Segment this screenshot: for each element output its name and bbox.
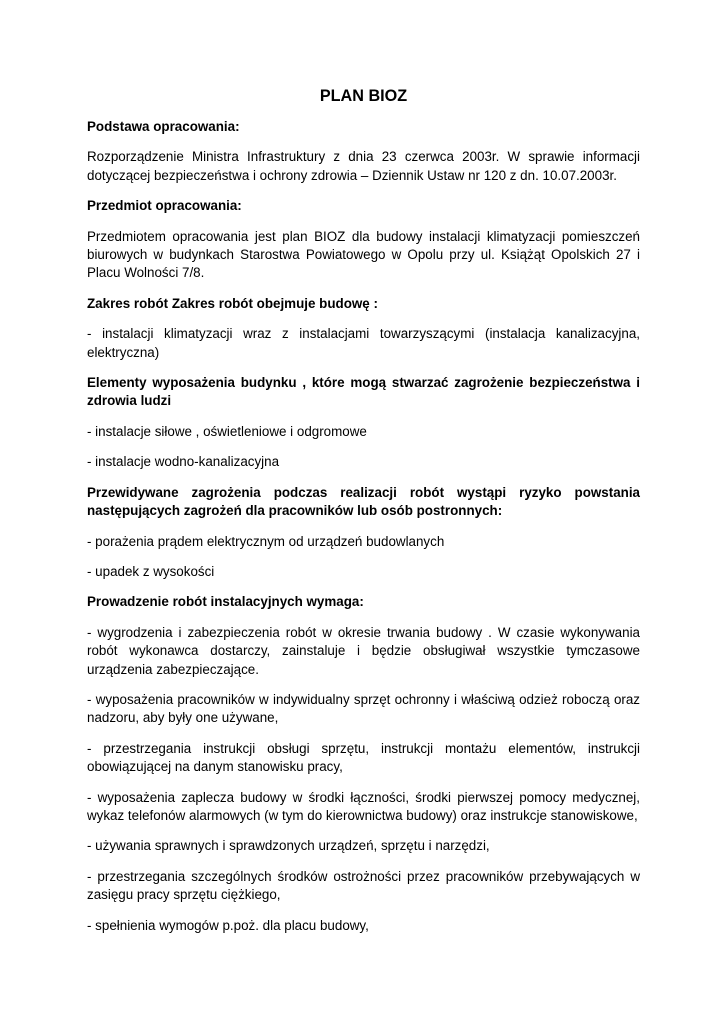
list-item-requirement: - wyposażenia zaplecza budowy w środki łączności, środki pierwszej pomocy medycznej, wykaz telefonów alarmowych (w tym do kierownictwa budowy) oraz instrukcje stanowiskowe, bbox=[87, 789, 640, 823]
list-item-hazard: - porażenia prądem elektrycznym od urządzeń budowlanych bbox=[87, 533, 445, 549]
list-item-requirement: - spełnienia wymogów p.poż. dla placu budowy, bbox=[87, 917, 369, 933]
list-item-equipment: - instalacje wodno-kanalizacyjna bbox=[87, 454, 280, 470]
section-heading-basis: Podstawa opracowania: bbox=[87, 119, 240, 134]
section-heading-requirements: Prowadzenie robót instalacyjnych wymaga: bbox=[87, 594, 364, 610]
paragraph-subject: Przedmiotem opracowania jest plan BIOZ dla budowy instalacji klimatyzacji pomieszczeń biurowych w budynkach Starostwa Powiatowego w Opolu przy ul. Książąt Opolskich 27 i Placu Wolności 7/8. bbox=[87, 228, 640, 281]
list-item-scope: - instalacji klimatyzacji wraz z instalacjami towarzyszącymi (instalacja kanalizacyjna, elektryczna) bbox=[87, 326, 640, 360]
section-heading-equipment: Elementy wyposażenia budynku , które mogą stwarzać zagrożenie bezpieczeństwa i zdrowia ludzi bbox=[87, 375, 640, 409]
list-item-requirement: - wyposażenia pracowników w indywidualny sprzęt ochronny i właściwą odzież roboczą oraz nadzoru, aby były one używane, bbox=[87, 691, 640, 726]
list-item-requirement: - przestrzegania szczególnych środków ostrożności przez pracowników przebywających w zasięgu pracy sprzętu ciężkiego, bbox=[87, 868, 640, 903]
section-heading-hazards: Przewidywane zagrożenia podczas realizacji robót wystąpi ryzyko powstania następujących zagrożeń dla pracowników lub osób postronnych: bbox=[87, 484, 640, 519]
list-item-requirement: - wygrodzenia i zabezpieczenia robót w okresie trwania budowy . W czasie wykonywania robót wykonawca dostarczy, zainstaluje i będzie obsługiwał wszystkie tymczasowe urządzenia zabezpieczające. bbox=[87, 624, 640, 677]
section-heading-subject: Przedmiot opracowania: bbox=[87, 198, 242, 214]
list-item-equipment: - instalacje siłowe , oświetleniowe i odgromowe bbox=[87, 423, 367, 439]
document-title: PLAN BIOZ bbox=[319, 87, 408, 105]
paragraph-regulation: Rozporządzenie Ministra Infrastruktury z dnia 23 czerwca 2003r. W sprawie informacji dotyczącej bezpieczeństwa i ochrony zdrowia – Dziennik Ustaw nr 120 z dn. 10.07.2003r. bbox=[87, 149, 640, 183]
document-page bbox=[87, 86, 640, 947]
section-heading-scope: Zakres robót Zakres robót obejmuje budowę : bbox=[87, 295, 378, 311]
list-item-hazard: - upadek z wysokości bbox=[87, 563, 215, 579]
list-item-requirement: - przestrzegania instrukcji obsługi sprzętu, instrukcji montażu elementów, instrukcji obowiązującej na danym stanowisku pracy, bbox=[87, 740, 640, 775]
list-item-requirement: - używania sprawnych i sprawdzonych urządzeń, sprzętu i narzędzi, bbox=[87, 838, 490, 854]
